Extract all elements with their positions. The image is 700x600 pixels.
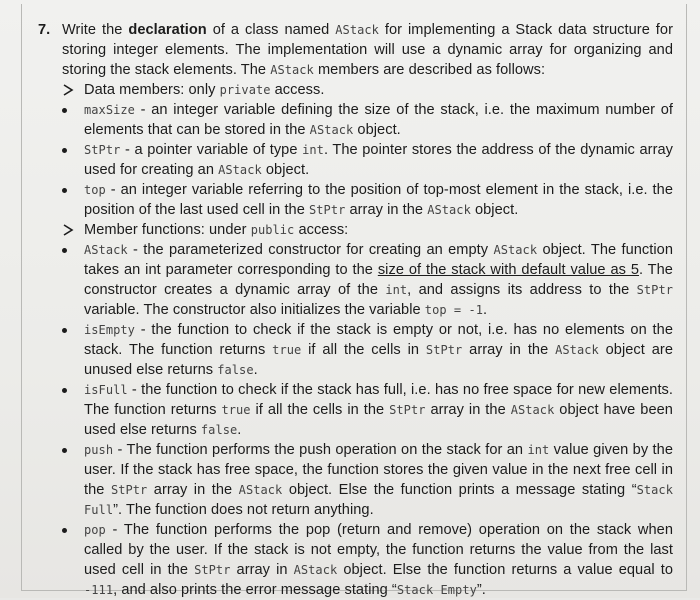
data-members-section (62, 80, 673, 100)
question-intro: Write the declaration of a class named AStack for implementing a Stack data structure for storing integer elements. The implementation will use a dynamic array for organizing and storing the stack elements. The AStack members are described as follows: (62, 22, 673, 78)
bullet-icon (62, 108, 67, 113)
member-functions-list (38, 240, 673, 600)
data-members-title: Data members: only private access. (84, 82, 325, 98)
arrow-bullet-icon (62, 220, 78, 242)
bullet-icon (62, 188, 67, 193)
list-item: StPtr - a pointer variable of type int. The pointer stores the address of the dynamic array used for creating an AStack object. (84, 140, 673, 180)
list-item: isEmpty - the function to check if the stack is empty or not, i.e. has no elements on the stack. The function returns true if all the cells in StPtr array in the AStack object are unused else returns false. (84, 320, 673, 380)
bullet-icon (62, 248, 67, 253)
question-7 (38, 20, 673, 600)
list-item: push - The function performs the push operation on the stack for an int value given by the user. If the stack has free space, the function stores the given value in the next free cell in the StPtr array in the AStack object. Else the function prints a message stating “Stack Full”. The function does not return anything. (84, 440, 673, 520)
bullet-icon (62, 328, 67, 333)
bullet-icon (62, 528, 67, 533)
list-item: AStack - the parameterized constructor for creating an empty AStack object. The function takes an int parameter corresponding to the size of the stack with default value as 5. The constructor creates a dynamic array of the int, and assigns its address to the StPtr variable. The constructor also initializes the variable top = -1. (84, 240, 673, 320)
question-number: 7. (38, 22, 51, 38)
bullet-icon (62, 148, 67, 153)
member-functions-section (62, 220, 673, 240)
declaration-bold: declaration (128, 22, 207, 38)
member-functions-title: Member functions: under public access: (84, 222, 349, 238)
list-item: maxSize - an integer variable defining the size of the stack, i.e. the maximum number of elements that can be stored in the AStack object. (84, 100, 673, 140)
list-item: pop - The function performs the pop (return and remove) operation on the stack when called by the user. If the stack is not empty, the function returns the value from the last used cell in the StPtr array in AStack object. Else the function returns a value equal to -111, and also prints the error message stating “Stack Empty”. (84, 520, 673, 600)
bullet-icon (62, 448, 67, 453)
class-name-code: AStack (335, 23, 379, 37)
list-item: top - an integer variable referring to the position of top-most element in the stack, i.e. the position of the last used cell in the StPtr array in the AStack object. (84, 180, 673, 220)
arrow-bullet-icon (62, 80, 78, 102)
bullet-icon (62, 388, 67, 393)
data-members-list (38, 100, 673, 220)
list-item: isFull - the function to check if the stack has full, i.e. has no free space for new elements. The function returns true if all the cells in the StPtr array in the AStack object have been used else returns false. (84, 380, 673, 440)
